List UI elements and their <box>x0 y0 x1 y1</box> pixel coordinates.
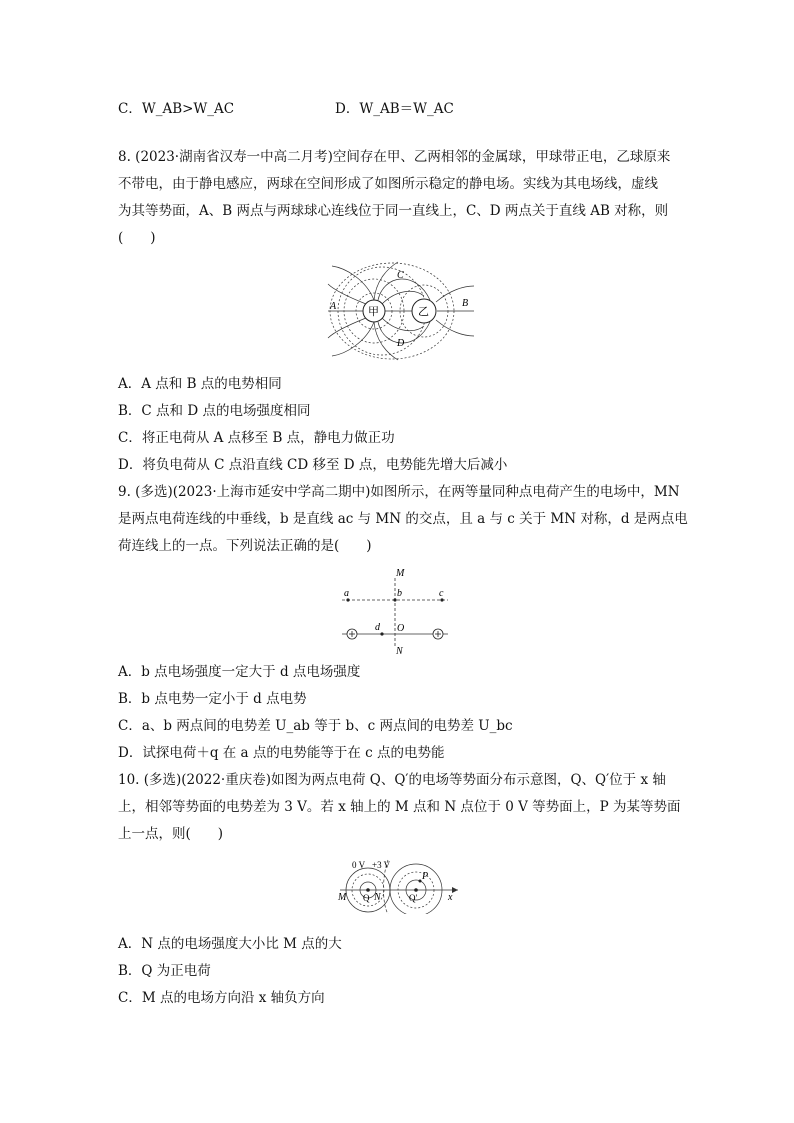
q10-label-0v: 0 V <box>352 860 366 870</box>
q9-option-d: D．试探电荷＋q 在 a 点的电势能等于在 c 点的电势能 <box>118 745 445 761</box>
q9-option-a: A．b 点电场强度一定大于 d 点电场强度 <box>118 664 361 680</box>
q9-stem-line-1: 9. (多选)(2023·上海市延安中学高二期中)如图所示，在两等量同种点电荷产生的电场中，MN <box>118 484 680 500</box>
q10-label-x: x <box>448 892 453 903</box>
q8-stem-line-1: 8. (2023·湖南省汉寿一中高二月考)空间存在甲、乙两相邻的金属球，甲球带正电，乙球原来 <box>118 149 671 165</box>
q9-label-a: a <box>344 588 349 599</box>
q8-stem-line-4: ( ) <box>118 230 156 246</box>
q8-option-b: B．C 点和 D 点的电场强度相同 <box>118 403 311 419</box>
q10-option-c: C．M 点的电场方向沿 x 轴负方向 <box>118 990 325 1006</box>
q9-option-b: B．b 点电势一定小于 d 点电势 <box>118 691 307 707</box>
q8-option-a: A．A 点和 B 点的电势相同 <box>118 376 282 392</box>
q9-label-c: c <box>439 588 444 599</box>
q10-label-q: Q <box>363 893 370 903</box>
q9-right-positive-charge <box>433 629 443 639</box>
q10-option-b: B．Q 为正电荷 <box>118 963 211 979</box>
q9-stem-line-3: 荷连线上的一点。下列说法正确的是( ) <box>118 538 372 554</box>
q10-stem-line-1: 10. (多选)(2022·重庆卷)如图为两点电荷 Q、Q′的电场等势面分布示意图，Q、Q′位于 x 轴 <box>118 772 666 788</box>
q8-option-c: C．将正电荷从 A 点移至 B 点，静电力做正功 <box>118 430 395 446</box>
q8-stem-line-2: 不带电，由于静电感应，两球在空间形成了如图所示稳定的静电场。实线为其电场线，虚线 <box>118 176 658 192</box>
q10-label-plus3v: +3 V <box>372 860 391 870</box>
q9-left-positive-charge <box>347 629 357 639</box>
q8-point-d-label: D <box>397 338 405 349</box>
q8-stem-line-3: 为其等势面，A、B 两点与两球球心连线位于同一直线上，C、D 两点关于直线 AB 对称，则 <box>118 203 669 219</box>
q10-label-m: M <box>338 892 347 903</box>
q8-point-c-label: C <box>397 270 404 281</box>
q7-option-d: D．W_AB＝W_AC <box>335 101 454 117</box>
q9-charges-figure <box>330 564 460 656</box>
q9-option-c: C．a、b 两点间的电势差 U_ab 等于 b、c 两点间的电势差 U_bc <box>118 718 513 734</box>
q8-ball-yi-label: 乙 <box>418 306 429 318</box>
q10-option-a: A．N 点的电场强度大小比 M 点的大 <box>118 936 342 952</box>
q10-stem-line-2: 上，相邻等势面的电势差为 3 V。若 x 轴上的 M 点和 N 点位于 0 V 等势面上，P 为某等势面 <box>118 799 681 815</box>
q8-electric-field-figure <box>326 260 476 362</box>
q9-label-b: b <box>397 588 402 599</box>
q9-label-d: d <box>375 622 380 633</box>
q10-label-n: N <box>374 892 381 903</box>
q8-ball-jia-label: 甲 <box>368 306 379 318</box>
q8-point-a-label: A <box>330 301 337 312</box>
q10-equipotential-figure <box>334 852 464 914</box>
q9-label-m: M <box>396 568 405 579</box>
q9-label-n: N <box>396 646 403 656</box>
q8-point-b-label: B <box>462 298 469 309</box>
q10-label-q-prime: Q′ <box>409 893 418 903</box>
q9-label-o: O <box>397 623 405 634</box>
q10-stem-line-3: 上一点，则( ) <box>118 826 224 842</box>
q7-option-c: C．W_AB>W_AC <box>118 101 235 117</box>
q9-stem-line-2: 是两点电荷连线的中垂线，b 是直线 ac 与 MN 的交点，且 a 与 c 关于 MN 对称，d 是两点电 <box>118 511 688 527</box>
q10-label-p: P <box>422 871 429 882</box>
q8-option-d: D．将负电荷从 C 点沿直线 CD 移至 D 点，电势能先增大后减小 <box>118 457 508 473</box>
